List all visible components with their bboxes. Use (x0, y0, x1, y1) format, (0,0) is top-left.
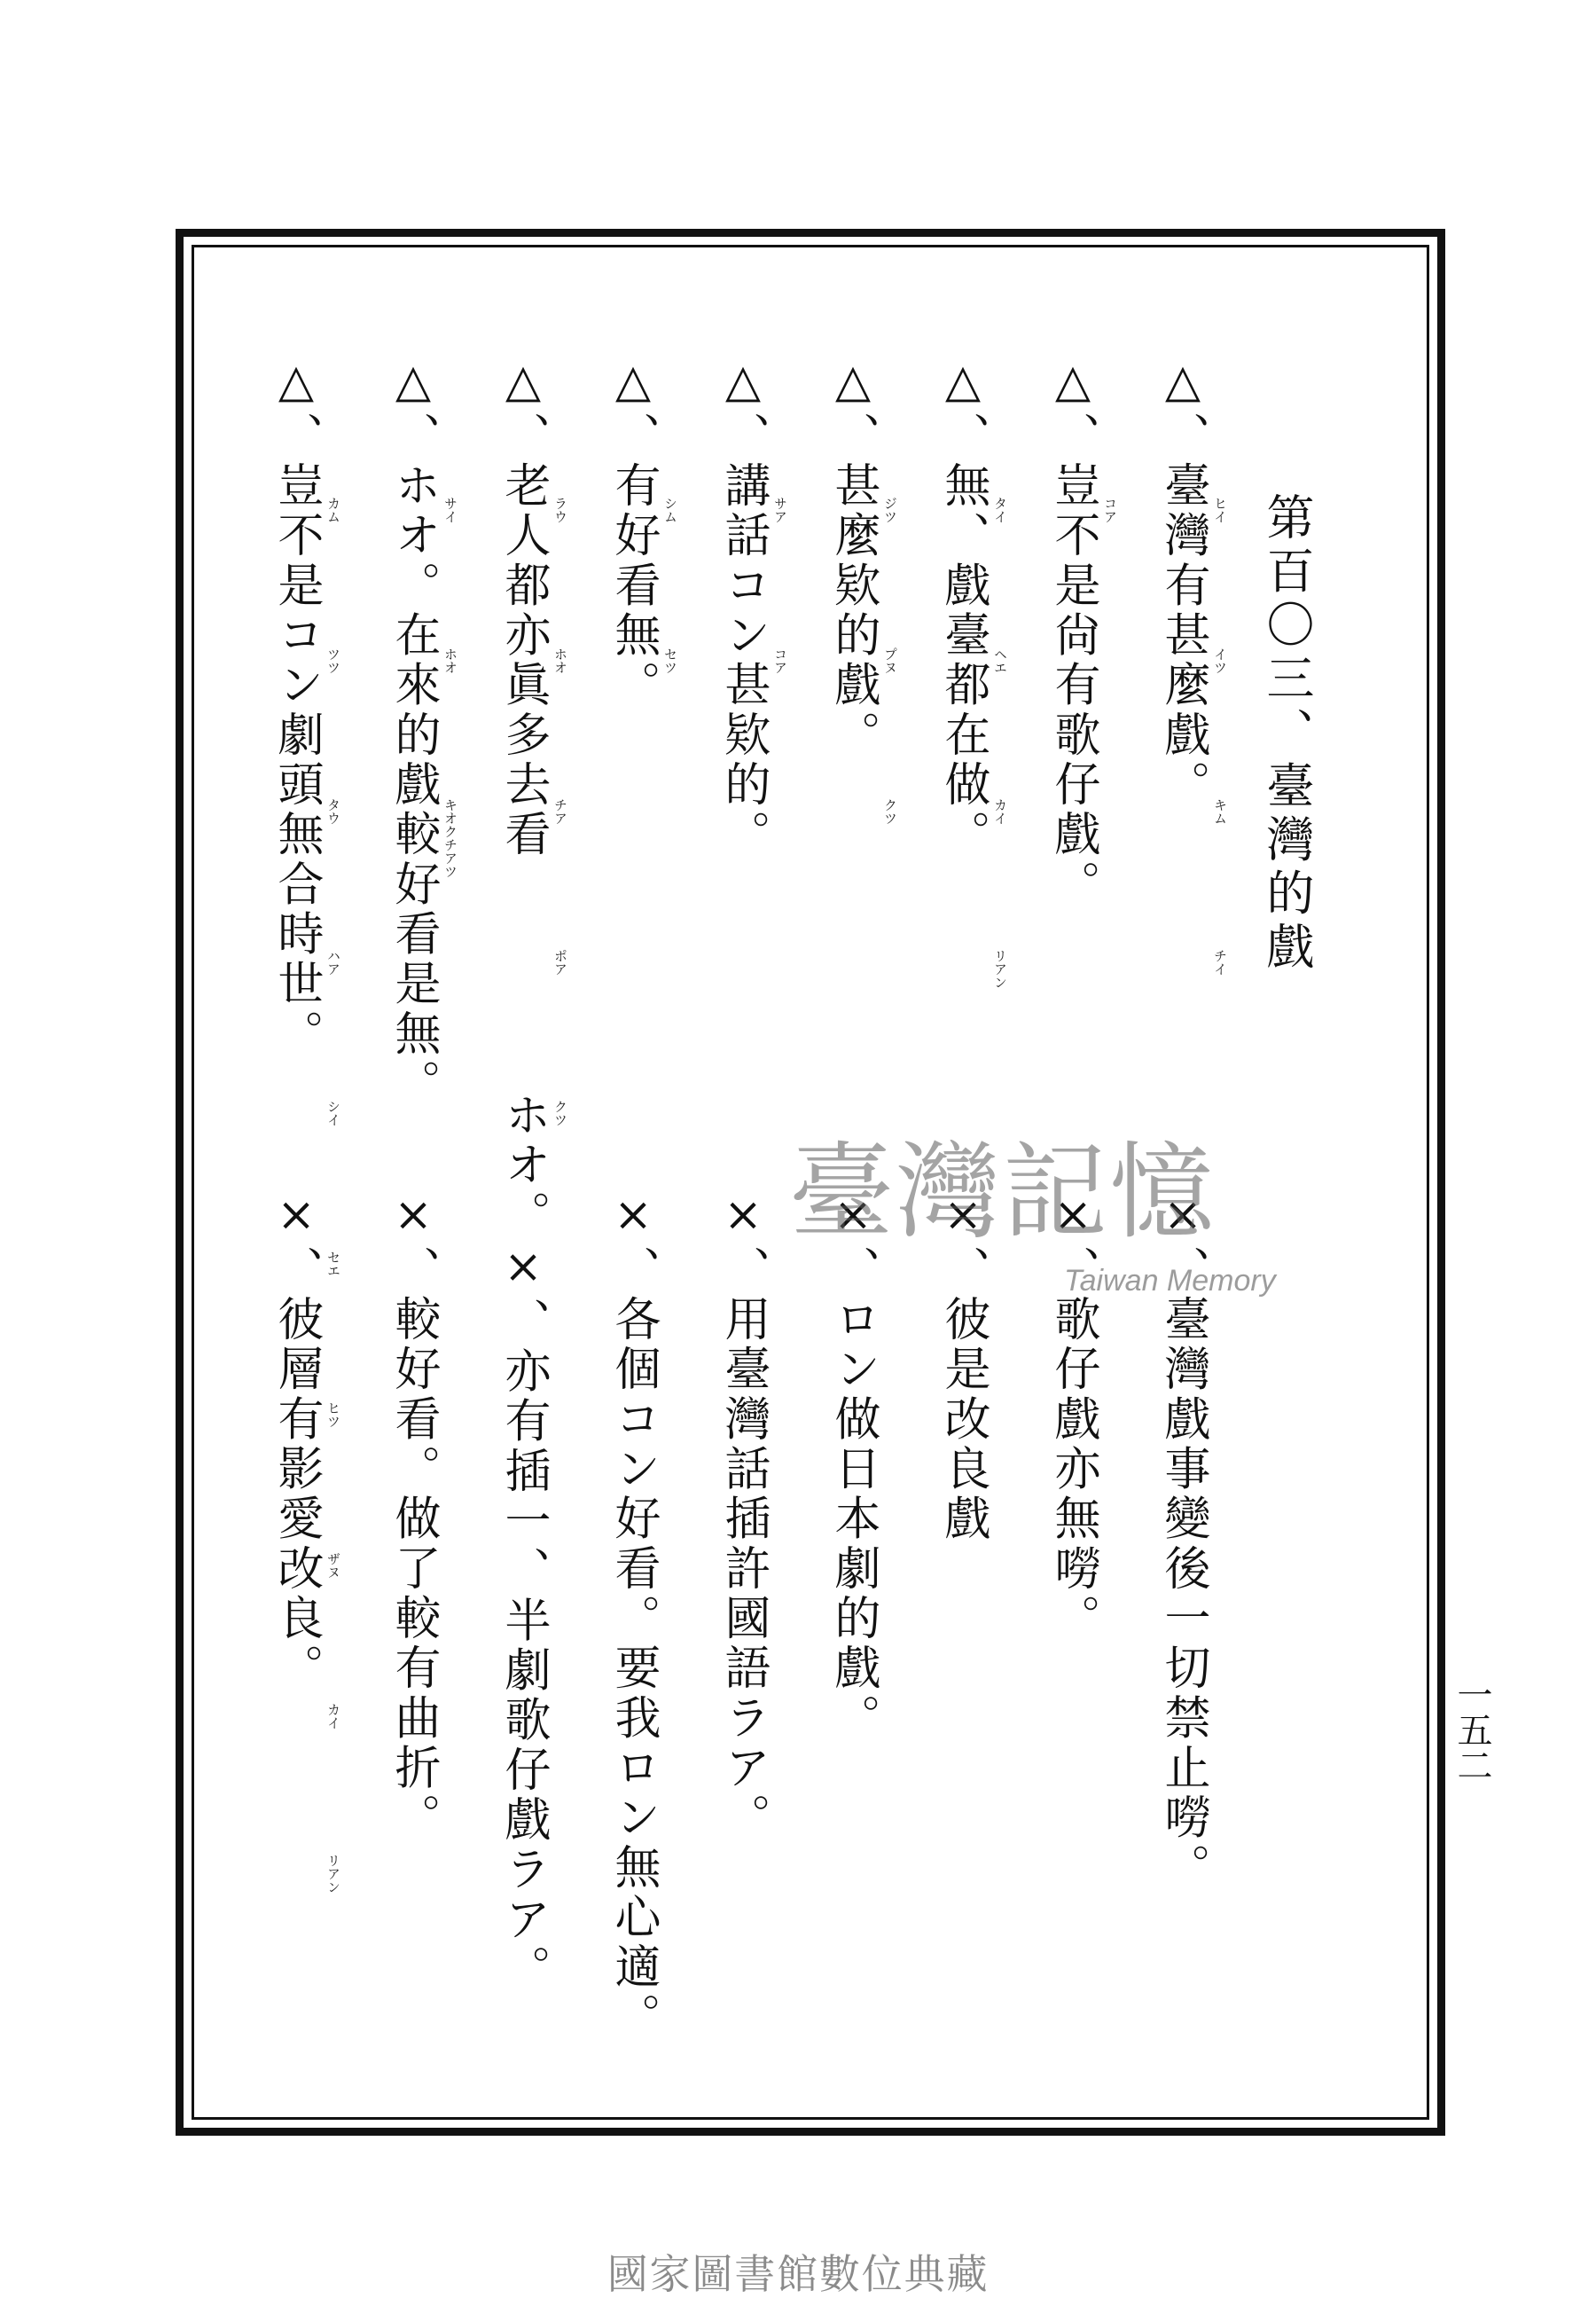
ruby-gloss: ハア (325, 949, 341, 976)
ruby-gloss: クツ (552, 1100, 568, 1126)
ruby-gloss: ジツ (882, 497, 898, 523)
ruby-gloss: カム (325, 497, 341, 523)
ruby-gloss: セエ (325, 1251, 341, 1277)
ruby-gloss: キム (1212, 798, 1228, 825)
ruby-gloss: ヒイ (1212, 497, 1228, 523)
ruby-gloss: ポア (552, 949, 568, 976)
ruby-gloss: クツ (882, 798, 898, 825)
column-5-upper: △、講話コン甚欵的。 (716, 355, 770, 860)
ruby-gloss: ヘエ (992, 647, 1008, 674)
ruby-gloss: ザヌ (325, 1552, 341, 1579)
ruby-gloss: セツ (662, 647, 678, 674)
column-8-upper: △、ホオ。在來的戲較好看是無。 (387, 355, 440, 1110)
ruby-gloss: カイ (325, 1703, 341, 1730)
column-1-upper: △、臺灣有甚麼戲。 (1156, 355, 1209, 811)
ruby-gloss: サア (772, 497, 788, 523)
watermark-latin: Taiwan Memory (1064, 1264, 1276, 1298)
column-4-upper: △、甚麼欵的戲。 (826, 355, 880, 761)
column-1-lower: ×、臺灣戲事變後一切禁止嘮。 (1156, 1188, 1209, 1894)
column-9-lower: ×、彼層有影愛改良。 (270, 1188, 323, 1694)
column-4-lower: ×、ロン做日本劇的戲。 (826, 1188, 880, 1744)
column-8-lower: ×、較好看。做了較有曲折。 (387, 1188, 440, 1844)
column-3-upper: △、無、戲臺都在做。 (936, 355, 990, 860)
chapter-title: 第百〇三、臺灣的戲 (1259, 492, 1315, 976)
ruby-gloss: リアン (325, 1854, 341, 1894)
column-2-lower: ×、歌仔戲亦無嘮。 (1046, 1188, 1099, 1644)
ruby-gloss: コア (1102, 497, 1118, 523)
ruby-gloss: タウ (325, 798, 341, 825)
ruby-gloss: シイ (325, 1100, 341, 1126)
ruby-gloss: リアン (992, 949, 1008, 989)
column-3-lower: ×、彼是改良戲 (936, 1188, 990, 1545)
watermark-characters: 臺灣記憶 (789, 1131, 1217, 1253)
archive-footer: 國家圖書館數位典藏 (606, 2250, 990, 2298)
column-6-upper: △、有好看無。 (606, 355, 660, 711)
column-5-lower: ×、用臺灣話插許國語ラア。 (716, 1188, 770, 1844)
ruby-gloss: チア (552, 798, 568, 825)
ruby-gloss: シム (662, 497, 678, 523)
ruby-gloss: プヌ (882, 647, 898, 674)
ruby-gloss: キオクチアツ (442, 798, 458, 878)
ruby-gloss: ホオ (552, 647, 568, 674)
page-number: 一五二 (1451, 1676, 1492, 1783)
ruby-gloss: ヒツ (325, 1401, 341, 1428)
ruby-gloss: ホオ (442, 647, 458, 674)
ruby-gloss: コア (772, 647, 788, 674)
ruby-gloss: サイ (442, 497, 458, 523)
column-9-upper: △、豈不是コン劇頭無合時世。 (270, 355, 323, 1060)
column-2-upper: △、豈不是尙有歌仔戲。 (1046, 355, 1099, 910)
page-frame-inner-border (192, 245, 1429, 2120)
column-7-upper: △、老人都亦眞多去看 (497, 355, 550, 860)
ruby-gloss: ラウ (552, 497, 568, 523)
ruby-gloss: チイ (1212, 949, 1228, 976)
ruby-gloss: イツ (1212, 647, 1228, 674)
ruby-gloss: ツツ (325, 647, 341, 674)
column-6-lower: ×、各個コン好看。要我ロン無心適。 (606, 1188, 660, 2043)
column-7-lower: ホオ。×、亦有插一、半劇歌仔戲ラア。 (497, 1091, 550, 1995)
ruby-gloss: タイ (992, 497, 1008, 523)
ruby-gloss: カイ (992, 798, 1008, 825)
